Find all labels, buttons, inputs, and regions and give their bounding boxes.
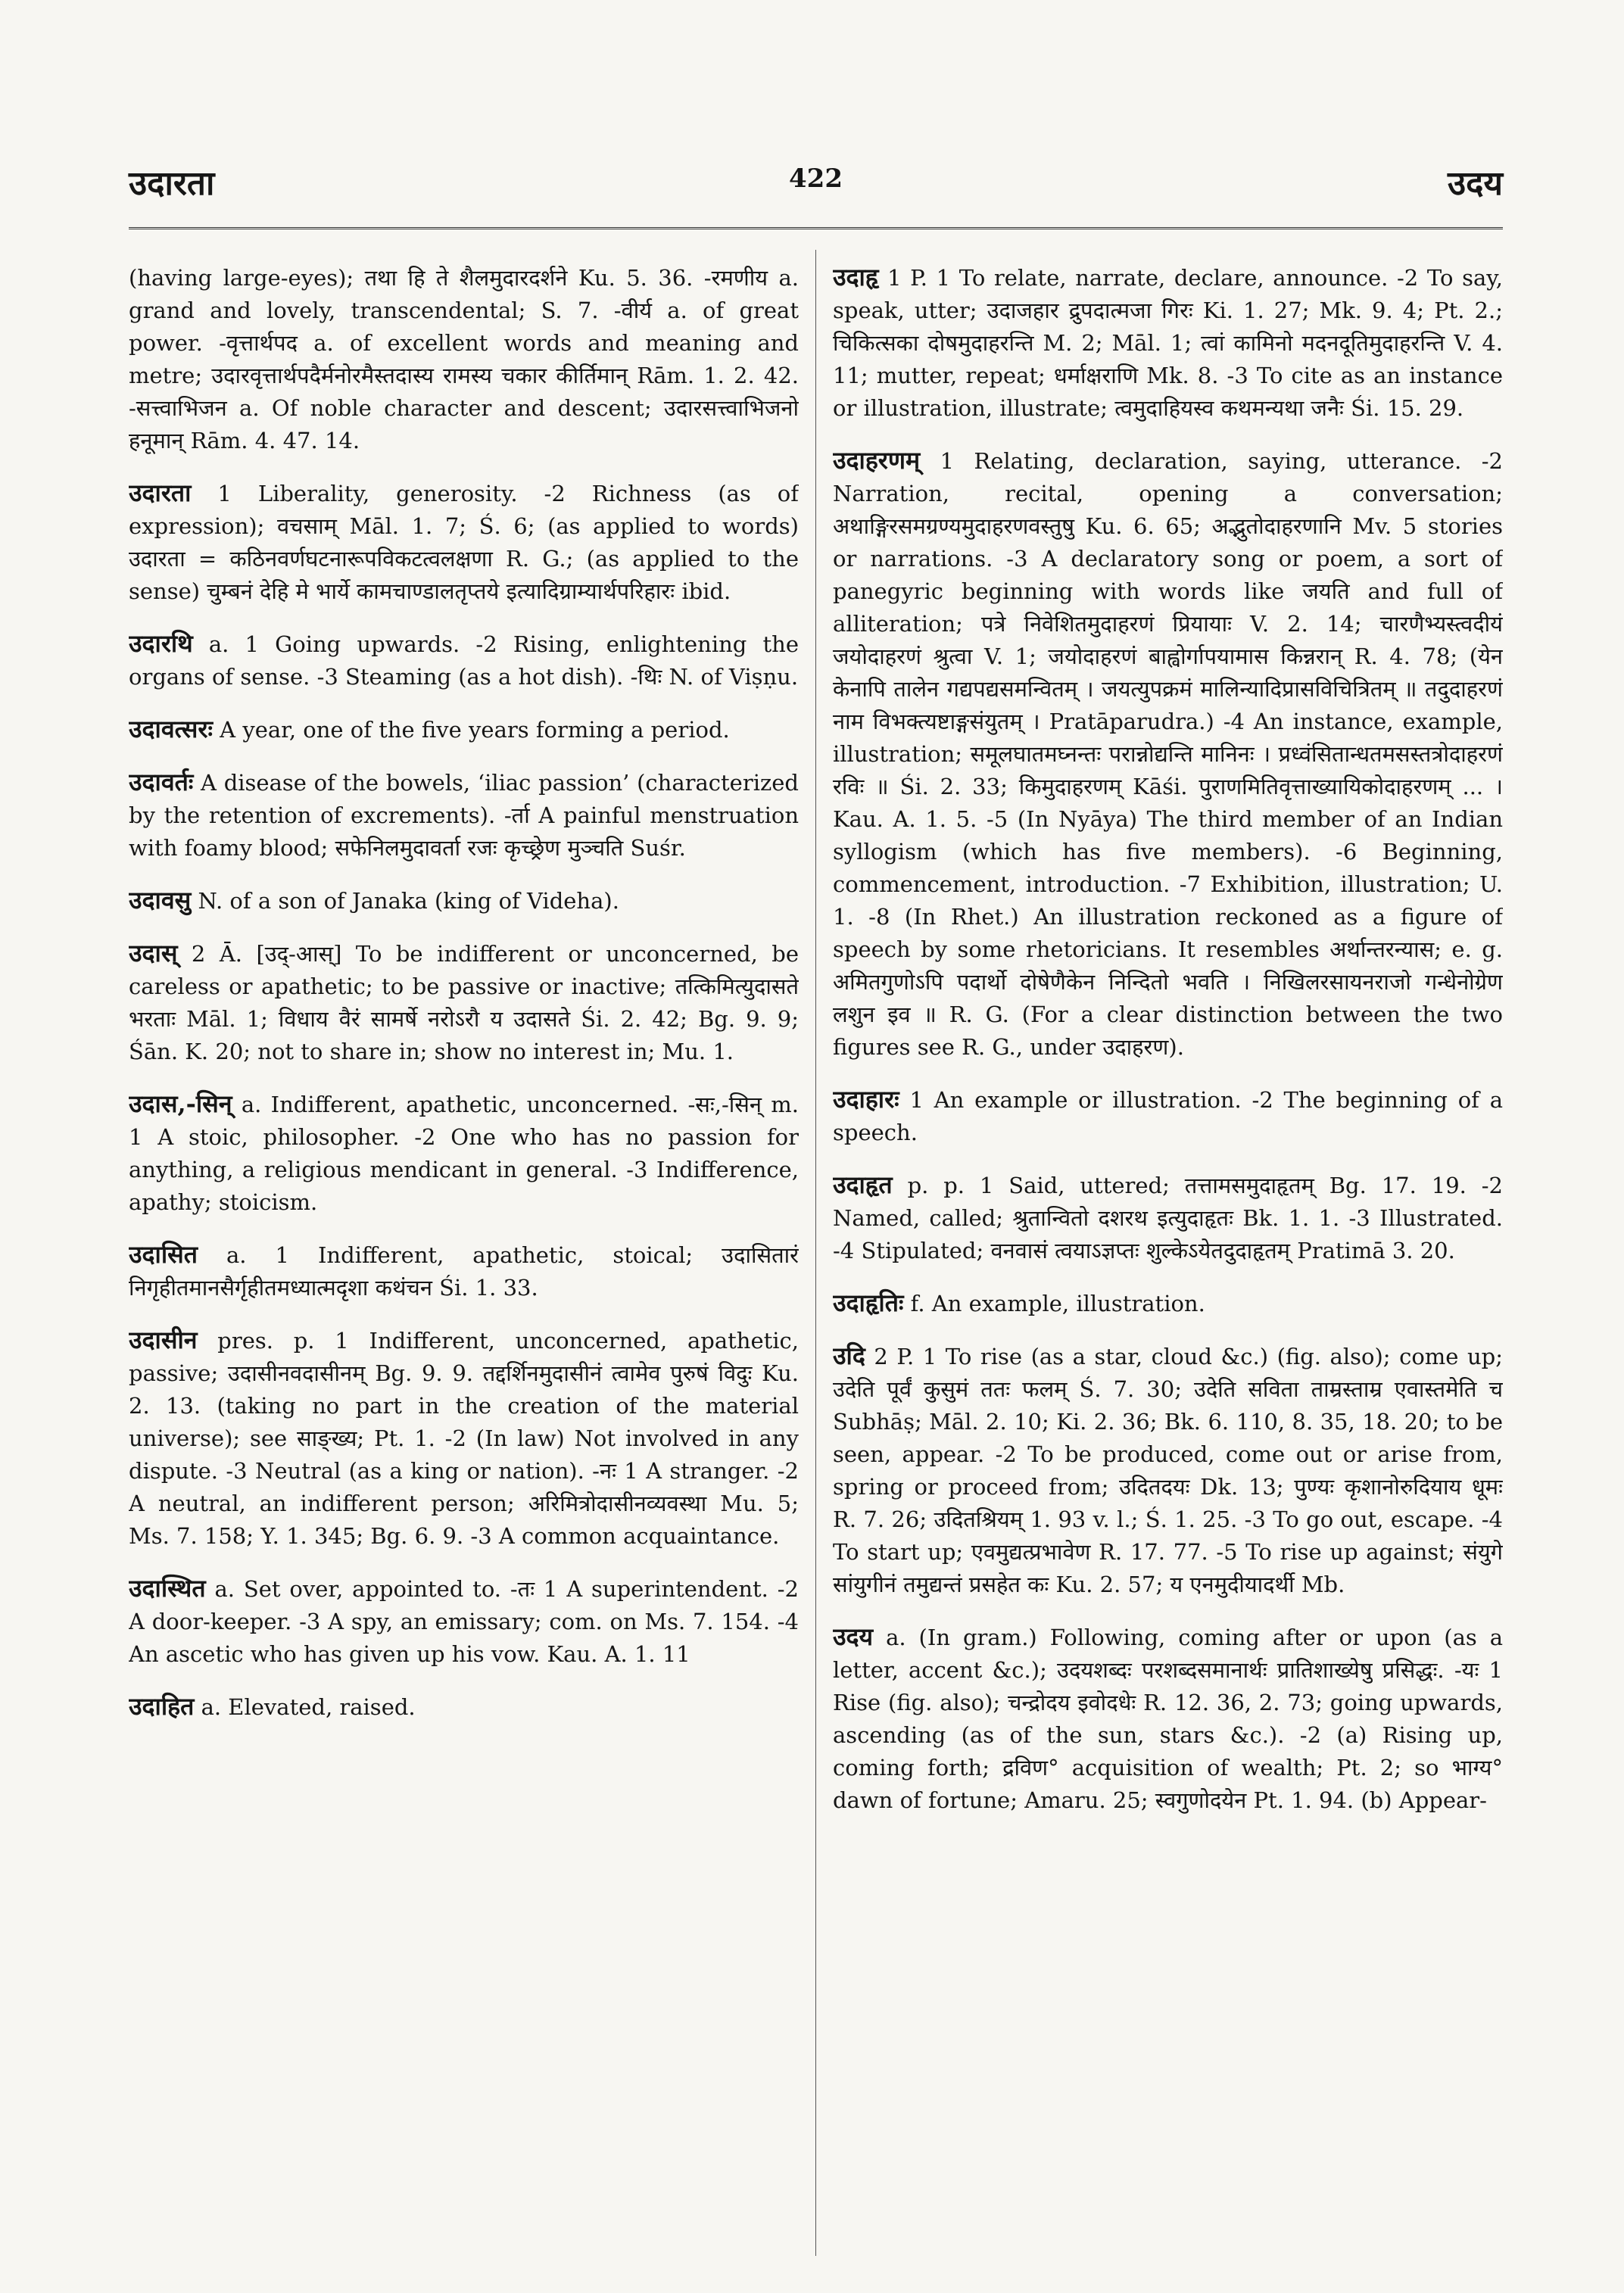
entry-headword: उदाहित <box>129 1692 195 1721</box>
entry-headword: उदय <box>833 1622 874 1651</box>
dictionary-entry <box>129 937 799 1068</box>
entry-headword: उदास् <box>129 939 178 967</box>
header-right-guideword: उदय <box>1448 164 1503 203</box>
entry-headword: उदासित <box>129 1240 198 1269</box>
entry-text: a. (In gram.) Following, coming after or upon (as a letter, accent &c.); उदयशब्दः परशब्दसमानार्थः प्रातिशाख्येषु प्रसिद्धः. -यः 1 Rise (fig. also); चन्द्रोदय इवोदधेः R. 12. 36, 2. 73; going upwards, ascending (as of the sun, stars &c.). -2 (a) Rising up, coming forth; द्रविण° acquisition of wealth; Pt. 2; so भाग्य° dawn of fortune; Amaru. 25; स्वगुणोदयेन Pt. 1. 94. (b) Appear- <box>833 1625 1503 1813</box>
dictionary-entry <box>129 1324 799 1553</box>
dictionary-entry <box>833 1083 1503 1149</box>
entry-text: (having large-eyes); तथा हि ते शैलमुदारदर्शने Ku. 5. 36. -रमणीय a. grand and lovely, transcendental; S. 7. -वीर्य a. of great power. -वृत्तार्थपद a. of excellent words and meaning and metre; उदारवृत्तार्थपदैर्मनोरमैस्तदास्य रामस्य चकार कीर्तिमान् Rām. 1. 2. 42. -सत्त्वाभिजन a. Of noble character and descent; उदारसत्त्वाभिजनो हनूमान् Rām. 4. 47. 14. <box>129 265 799 453</box>
entry-headword: उदि <box>833 1341 865 1370</box>
dictionary-entry <box>833 1287 1503 1320</box>
entry-text: A year, one of the five years forming a period. <box>220 717 730 743</box>
header-left-guideword: उदारता <box>129 164 215 203</box>
dictionary-entry <box>833 1169 1503 1267</box>
header-rule <box>129 227 1503 229</box>
entry-text: a. Set over, appointed to. -तः 1 A superintendent. -2 A door-keeper. -3 A spy, an emissary; com. on Ms. 7. 154. -4 An ascetic who has given up his vow. Kau. A. 1. 11 <box>129 1576 799 1667</box>
dictionary-entry <box>129 628 799 693</box>
entry-headword: उदाहारः <box>833 1085 899 1114</box>
entry-text: 1 Liberality, generosity. -2 Richness (as of expression); वचसाम् Māl. 1. 7; Ś. 6; (as applied to words) उदारता = कठिनवर्णघटनारूपविकटत्वलक्षणा R. G.; (as applied to the sense) चुम्बनं देहि मे भार्ये कामचाण्डालतृप्तये इत्यादिग्राम्यार्थपरिहारः ibid. <box>129 481 799 604</box>
dictionary-entry <box>129 766 799 865</box>
entry-text: a. 1 Going upwards. -2 Rising, enlightening the organs of sense. -3 Steaming (as a hot dish). -थिः N. of Viṣṇu. <box>129 631 799 690</box>
dictionary-entry <box>129 261 799 457</box>
entry-text: N. of a son of Janaka (king of Videha). <box>198 888 619 914</box>
entry-text: p. p. 1 Said, uttered; तत्तामसमुदाहृतम् Bg. 17. 19. -2 Named, called; श्रुतान्वितो दशरथ इत्युदाहृतः Bk. 1. 1. -3 Illustrated. -4 Stipulated; वनवासं त्वयाऽज्ञप्तः शुल्केऽयेतदुदाहृतम् Pratimā 3. 20. <box>833 1173 1503 1263</box>
dictionary-entry <box>129 1238 799 1304</box>
dictionary-entry <box>129 1572 799 1671</box>
entry-text: f. An example, illustration. <box>910 1291 1205 1316</box>
entry-headword: उदाहृतिः <box>833 1288 904 1317</box>
entry-headword: उदावर्तः <box>129 768 194 796</box>
entry-text: 1 An example or illustration. -2 The beginning of a speech. <box>833 1087 1503 1145</box>
dictionary-entry <box>129 1690 799 1724</box>
right-column <box>833 261 1503 2260</box>
entry-text: 1 P. 1 To relate, narrate, declare, announce. -2 To say, speak, utter; उदाजहार द्रुपदात्मजा गिरः Ki. 1. 27; Mk. 9. 4; Pt. 2.; चिकित्सका दोषमुदाहरन्ति M. 2; Māl. 1; त्वां कामिनो मदनदूतिमुदाहरन्ति V. 4. 11; mutter, repeat; धर्माक्षराणि Mk. 8. -3 To cite as an instance or illustration, illustrate; त्वमुदाहियस्व कथमन्यथा जनैः Śi. 15. 29. <box>833 265 1503 421</box>
entry-text: a. Indifferent, apathetic, unconcerned. -सः,-सिन् m. 1 A stoic, philosopher. -2 One who has no passion for anything, a religious mendicant in general. -3 Indifference, apathy; stoicism. <box>129 1092 799 1215</box>
entry-headword: उदाहृ <box>833 263 879 291</box>
entry-headword: उदारता <box>129 478 192 507</box>
entry-text: A disease of the bowels, ‘iliac passion’ (characterized by the retention of excrements). -र्ता A painful menstruation with foamy blood; सफेनिलमुदावर्ता रजः कृच्छ्रेण मुञ्चति Suśr. <box>129 770 799 861</box>
entry-text: 1 Relating, declaration, saying, utterance. -2 Narration, recital, opening a conversation; अथाङ्गिरसमग्रण्यमुदाहरणवस्तुषु Ku. 6. 65; अद्भुतोदाहरणानि Mv. 5 stories or narrations. -3 A declaratory song or poem, a sort of panegyric beginning with words like जयति and full of alliteration; पत्रे निवेशितमुदाहरणं प्रियायाः V. 2. 14; चारणैभ्यस्त्वदीयं जयोदाहरणं श्रुत्वा V. 1; जयोदाहरणं बाह्वोर्गापयामास किन्नरान् R. 4. 78; (येन केनापि तालेन गद्यपद्यसमन्वितम् । जयत्युपक्रमं मालिन्यादिप्रासविचित्रितम् ॥ तदुदाहरणं नाम विभक्त्यष्टाङ्गसंयुतम् । Pratāparudra.) -4 An instance, example, illustration; समूलघातमघ्नन्तः परान्नोद्यन्ति मानिनः । प्रध्वंसितान्धतमसस्तत्रोदाहरणं रविः ॥ Śi. 2. 33; किमुदाहरणम् Kāśi. पुराणमितिवृत्ताख्यायिकोदाहरणम् ... । Kau. A. 1. 5. -5 (In Nyāya) The third member of an Indian syllogism (which has five members). -6 Beginning, commencement, introduction. -7 Exhibition, illustration; U. 1. -8 (In Rhet.) An illustration reckoned as a figure of speech by some rhetoricians. It resembles अर्थान्तरन्यास; e. g. अमितगुणोऽपि पदार्थो दोषेणैकेन निन्दितो भवति । निखिलरसायनराजो गन्धेनोग्रेण लशुन इव ॥ R. G. (For a clear distinction between the two figures see R. G., under उदाहरण). <box>833 448 1503 1060</box>
entry-headword: उदाहरणम् <box>833 446 921 475</box>
dictionary-entry <box>833 1340 1503 1601</box>
dictionary-entry <box>833 444 1503 1064</box>
entry-text: a. 1 Indifferent, apathetic, stoical; उदासितारं निगृहीतमानसैर्गृहीतमध्यात्मदृशा कथंचन Śi. 1. 33. <box>129 1242 799 1301</box>
dictionary-entry <box>129 713 799 746</box>
page-number: 422 <box>789 164 843 194</box>
page-header <box>129 159 1503 212</box>
left-column <box>129 261 799 2260</box>
entry-headword: उदास्थित <box>129 1574 206 1603</box>
dictionary-entry <box>833 261 1503 425</box>
entry-headword: उदास,-सिन् <box>129 1089 232 1118</box>
column-divider <box>815 250 816 2256</box>
entry-headword: उदावत्सरः <box>129 715 213 743</box>
dictionary-entry <box>129 884 799 918</box>
entry-headword: उदारथि <box>129 629 193 658</box>
dictionary-entry <box>129 1088 799 1219</box>
entry-text: 2 Ā. [उद्-आस्] To be indifferent or unconcerned, be careless or apathetic; to be passive or inactive; तत्किमित्युदासते भरताः Māl. 1; विधाय वैरं सामर्षे नरोऽरौ य उदासते Śi. 2. 42; Bg. 9. 9; Śān. K. 20; not to share in; show no interest in; Mu. 1. <box>129 941 799 1064</box>
dictionary-entry <box>833 1621 1503 1817</box>
dictionary-entry <box>129 477 799 608</box>
entry-headword: उदावसु <box>129 886 192 914</box>
entry-text: pres. p. 1 Indifferent, unconcerned, apathetic, passive; उदासीनवदासीनम् Bg. 9. 9. तद्दर्शिनमुदासीनं त्वामेव पुरुषं विदुः Ku. 2. 13. (taking no part in the creation of the material universe); see साङ्ख्य; Pt. 1. -2 (In law) Not involved in any dispute. -3 Neutral (as a king or nation). -नः 1 A stranger. -2 A neutral, an indifferent person; अरिमित्रोदासीनव्यवस्था Mu. 5; Ms. 7. 158; Y. 1. 345; Bg. 6. 9. -3 A common acquaintance. <box>129 1328 799 1549</box>
entry-text: a. Elevated, raised. <box>201 1694 416 1720</box>
entry-text: 2 P. 1 To rise (as a star, cloud &c.) (fig. also); come up; उदेति पूर्वं कुसुमं ततः फलम् Ś. 7. 30; उदेति सविता ताम्रस्ताम्र एवास्तमेति च Subhāṣ; Māl. 2. 10; Ki. 2. 36; Bk. 6. 110, 8. 35, 18. 20; to be seen, appear. -2 To be produced, come out or arise from, spring or proceed from; उदितदयः Dk. 13; पुण्यः कृशानोरुदियाय धूमः R. 7. 26; उदितश्रियम् 1. 93 v. l.; Ś. 1. 25. -3 To go out, escape. -4 To start up; एवमुद्यत्प्रभावेण R. 17. 77. -5 To rise up against; संयुगे सांयुगीनं तमुद्यन्तं प्रसहेत कः Ku. 2. 57; य एनमुदीयादर्थी Mb. <box>833 1344 1503 1597</box>
entry-headword: उदाहृत <box>833 1170 893 1199</box>
entry-headword: उदासीन <box>129 1326 198 1354</box>
